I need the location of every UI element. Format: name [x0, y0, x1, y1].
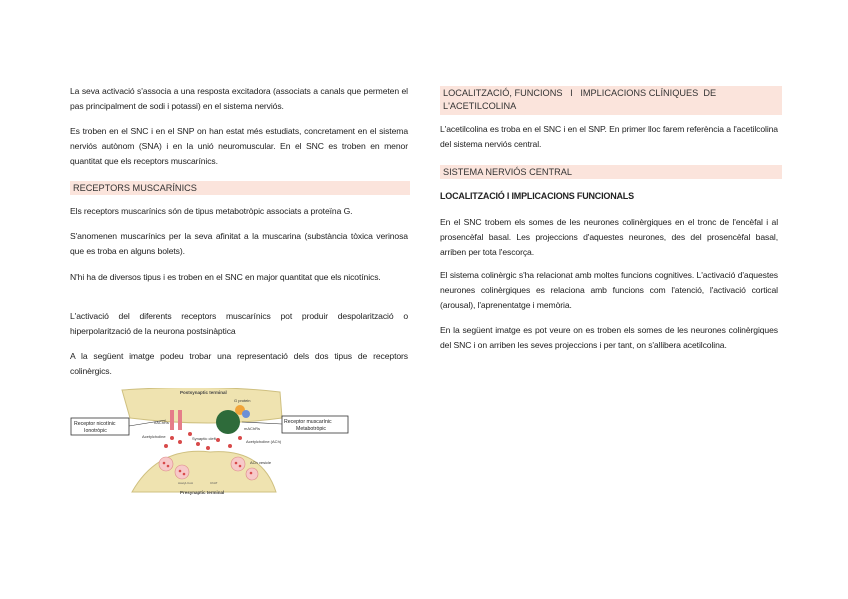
label-machrs: mAChRs — [244, 426, 261, 431]
heading-localization-functions — [440, 86, 782, 115]
nicotinic-receptor-left — [170, 410, 174, 430]
paragraph-acetylcholine-location: L'acetilcolina es troba en el SNC i en el SNP. En primer lloc farem referència a l'acetilcolina del sistema nerviós central. — [440, 124, 778, 149]
paragraph-cognitive-functions: El sistema colinèrgic s'ha relacionat amb moltes funcions cognitives. L'activació d'aquestes neurones colinèrgiques es relaciona amb funcions com l'atenció, l'activació cortical (arousal), l'aprenentatge i memòria. — [440, 270, 778, 310]
paragraph-nicotinic-location: Es troben en el SNC i en el SNP on han estat més estudiats, concretament en el sistema nerviós autònom (SNA) i en la unió neuromuscular. En el SNC es troben en menor quantitat que els receptors muscarínics. — [70, 126, 408, 166]
paragraph-muscarinic-type: Els receptors muscarínics són de tipus metabotròpic associats a proteïna G. — [70, 206, 353, 216]
label-acetyl-coa: Acetyl-CoA — [178, 481, 194, 485]
label-synaptic-cleft: Synaptic cleft — [192, 436, 216, 441]
paragraph-image-intro: A la següent imatge podeu trobar una representació dels dos tipus de receptors colinèrgics. — [70, 351, 408, 376]
paragraph-muscarinic-activation: L'activació del diferents receptors muscarínics pot produir despolarització o hiperpolarització de la neurona postsinàptica — [70, 311, 408, 336]
nicotinic-receptor-right — [178, 410, 182, 430]
box-nicotinic-line2: Ionotròpic — [84, 428, 107, 434]
synapse-illustration — [70, 388, 350, 496]
muscarinic-receptor — [216, 410, 240, 434]
heading-line-1: LOCALITZACIÓ, FUNCIONS I IMPLICACIONS CLÍNIQUES DE — [443, 88, 717, 98]
label-g-protein: G protein — [234, 398, 251, 403]
box-muscarinic-line2: Metabotròpic — [296, 426, 326, 432]
label-postsynaptic: Postsynaptic terminal — [180, 390, 227, 395]
paragraph-cns-somas: En el SNC trobem els somes de les neurones colinèrgiques en el tronc de l'encèfal i al prosencèfal basal. Les projeccions d'aquestes neurones, des del prosencèfal basal, arriben per tota l'escorça. — [440, 217, 778, 257]
label-ach: Acetylcholine (ACh) — [246, 439, 282, 444]
subheading-localization: LOCALITZACIÓ I IMPLICACIONS FUNCIONALS — [440, 191, 634, 201]
paragraph-muscarinic-name: S'anomenen muscarínics per la seva afinitat a la muscarina (substància tòxica verinosa que es troba en alguns bolets). — [70, 231, 408, 256]
label-vesicle: ACh vesicle — [250, 460, 272, 465]
paragraph-nicotinic-activation: La seva activació s'associa a una resposta excitadora (associats a canals que permeten el pas principalment de sodi i potassi) en el sistema nerviós. — [70, 86, 408, 111]
arrow-muscarinic — [242, 422, 282, 424]
g-protein-beta — [242, 410, 250, 418]
paragraph-muscarinic-types: N'hi ha de diversos tipus i es troben en el SNC en major quantitat que els nicotínics. — [70, 272, 381, 282]
label-nachrs: nAChRs — [154, 420, 169, 425]
acetylcholine-dots — [164, 432, 242, 450]
heading-cns: SISTEMA NERVIÓS CENTRAL — [440, 165, 782, 179]
label-acetylcholine: Acetylcholine — [142, 434, 166, 439]
heading-muscarinic-receptors: RECEPTORS MUSCARÍNICS — [70, 181, 410, 195]
box-nicotinic-line1: Receptor nicotínic — [74, 421, 116, 427]
paragraph-image-reference: En la següent imatge es pot veure on es troben els somes de les neurones colinèrgiques del SNC i on arriben les seves projeccions i per tant, on s'allibera acetilcolina. — [440, 325, 778, 350]
box-muscarinic-line1: Receptor muscarínic — [284, 419, 332, 425]
heading-line-2: L'ACETILCOLINA — [443, 101, 517, 111]
label-chat: ChAT — [210, 481, 218, 485]
cholinergic-receptors-diagram — [70, 388, 350, 496]
label-presynaptic: Presynaptic terminal — [180, 490, 225, 495]
